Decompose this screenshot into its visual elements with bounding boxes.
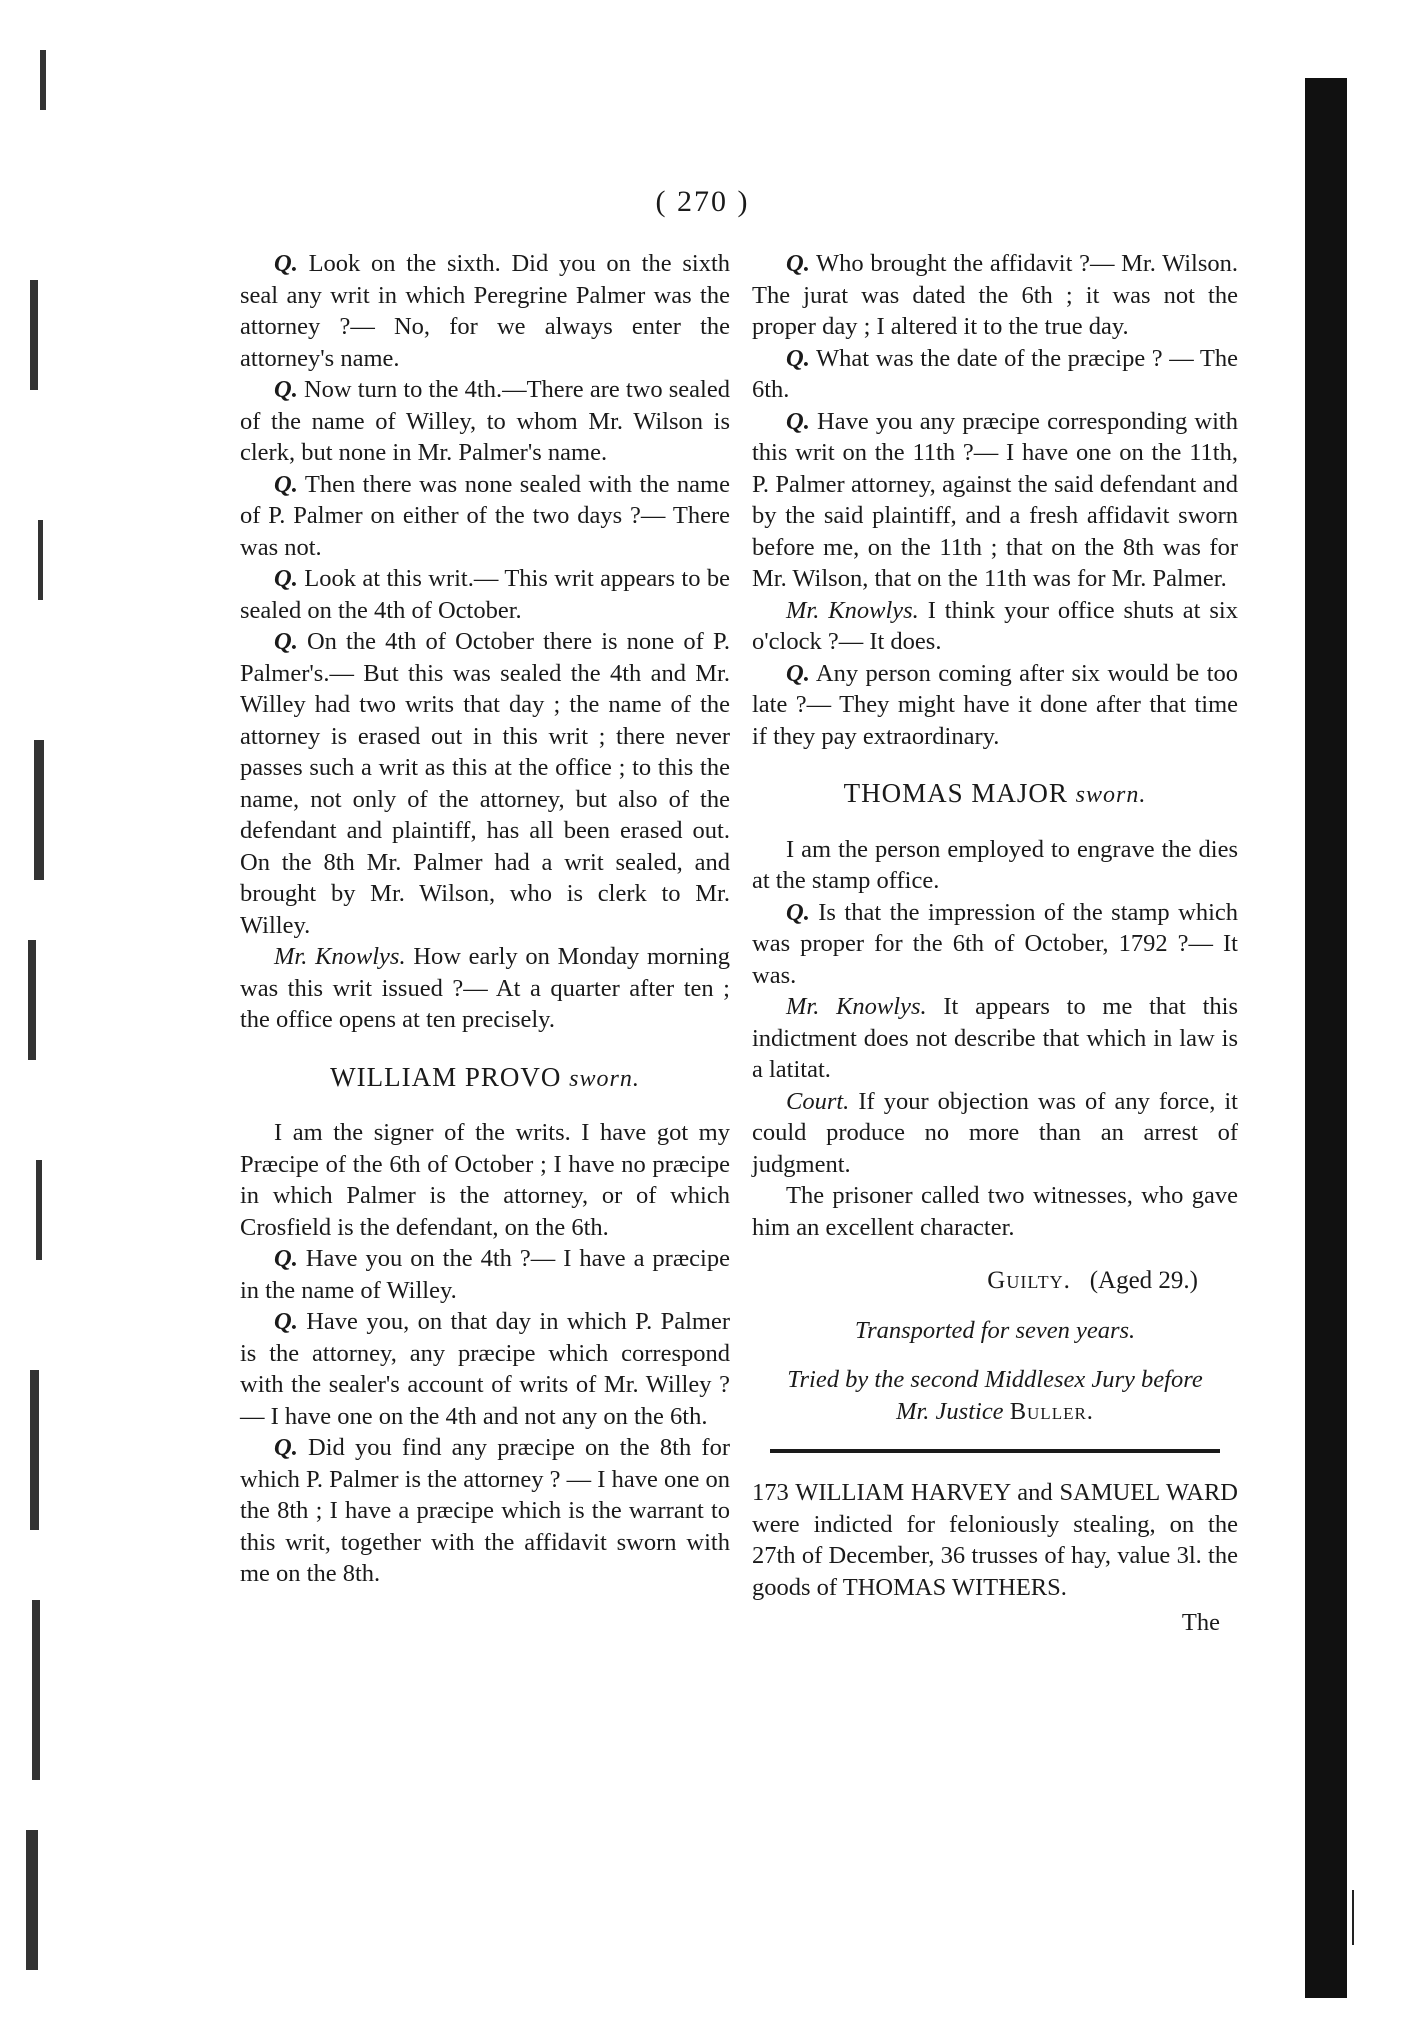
paragraph bbox=[752, 897, 1238, 992]
question-mark: Q. bbox=[786, 250, 810, 277]
paragraph-text: Now turn to the 4th.—There are two sealed of the name of Willey, to whom Mr. Wilson is clerk, but none in Mr. Palmer's name. bbox=[240, 376, 730, 466]
page-edge-mark bbox=[1352, 1890, 1354, 1945]
speaker-name: Mr. Knowlys. bbox=[786, 596, 919, 624]
question-mark: Q. bbox=[274, 1245, 298, 1272]
witness-heading bbox=[752, 778, 1238, 812]
page-number: ( 270 ) bbox=[655, 185, 750, 218]
paragraph bbox=[240, 563, 730, 626]
tried-line: Tried by the second Middlesex Jury before bbox=[787, 1366, 1203, 1393]
prisoner-age: (Aged 29.) bbox=[1089, 1267, 1198, 1294]
paragraph bbox=[240, 469, 730, 564]
paragraph-text: Is that the impression of the stamp which was proper for the 6th of October, 1792 ?— It was. bbox=[752, 898, 1238, 989]
paragraph-text: I think your office shuts at six o'clock ?— It does. bbox=[752, 596, 1238, 655]
paragraph-text: Have you on the 4th ?— I have a præcipe in the name of Willey. bbox=[240, 1245, 730, 1304]
paragraph-text: The prisoner called two witnesses, who gave him an excellent character. bbox=[752, 1182, 1238, 1241]
paragraph-text: How early on Monday morning was this writ issued ?— At a quarter after ten ; the office opens at ten precisely. bbox=[240, 943, 730, 1033]
paragraph bbox=[752, 1180, 1238, 1243]
paragraph-text: It appears to me that this indictment does not describe that which in law is a latitat. bbox=[752, 993, 1238, 1083]
paragraph bbox=[240, 1117, 730, 1243]
question-mark: Q. bbox=[786, 407, 810, 435]
case-paragraph bbox=[752, 1477, 1238, 1603]
sworn-label: sworn. bbox=[1075, 782, 1147, 808]
paragraph bbox=[752, 406, 1238, 595]
question-mark: Q. bbox=[274, 565, 298, 592]
speaker-name: Mr. Knowlys. bbox=[274, 943, 406, 970]
right-column bbox=[752, 248, 1238, 1639]
sworn-label: sworn. bbox=[569, 1065, 640, 1092]
question-mark: Q. bbox=[786, 659, 810, 687]
judge-line bbox=[752, 1396, 1238, 1428]
paragraph bbox=[752, 595, 1238, 658]
paragraph bbox=[240, 248, 730, 374]
question-mark: Q. bbox=[786, 898, 810, 926]
paragraph bbox=[240, 1432, 730, 1590]
speaker-name: Court. bbox=[786, 1087, 850, 1115]
paragraph bbox=[752, 834, 1238, 897]
section-divider bbox=[770, 1449, 1220, 1453]
witness-heading bbox=[240, 1062, 730, 1096]
paragraph-text: Have you, on that day in which P. Palmer is the attorney, any præcipe which correspond with the sealer's account of writs of Mr. Willey ?— I have one on the 4th and not any on the 6th. bbox=[240, 1308, 730, 1430]
paragraph-text: Have you any præcipe corresponding with this writ on the 11th ?— I have one on the 11th, P. Palmer attorney, against the said defendant and by the said plaintiff, and a fresh affidavit sworn before me, on the 11th ; that on the 8th was for Mr. Wilson, that on the 11th was for Mr. Palmer. bbox=[752, 407, 1238, 592]
paragraph-text: Any person coming after six would be too late ?— They might have it done after that time if they pay extraordinary. bbox=[752, 659, 1238, 750]
question-mark: Q. bbox=[274, 1434, 298, 1461]
sentence: Transported for seven years. bbox=[854, 1316, 1136, 1344]
case-number: 173 bbox=[752, 1479, 789, 1506]
paragraph bbox=[752, 991, 1238, 1086]
paragraph-text: I am the person employed to engrave the dies at the stamp office. bbox=[752, 835, 1238, 894]
book-spine-shadow bbox=[1305, 78, 1347, 1998]
paragraph bbox=[240, 374, 730, 469]
paragraph bbox=[752, 248, 1238, 343]
paragraph-text: What was the date of the præcipe ? — The 6th. bbox=[752, 344, 1238, 403]
paragraph-text: I am the signer of the writs. I have got my Præcipe of the 6th of October ; I have no præcipe in which Palmer is the attorney, or of which Crosfield is the defendant, on the 6th. bbox=[240, 1119, 730, 1241]
question-mark: Q. bbox=[274, 628, 298, 655]
case-text: WILLIAM HARVEY and SAMUEL WARD were indicted for feloniously stealing, on the 27th of December, 36 trusses of hay, value 3l. the goods of THOMAS WITHERS. bbox=[752, 1479, 1238, 1601]
paragraph-text: Look on the sixth. Did you on the sixth seal any writ in which Peregrine Palmer was the attorney ?— No, for we always enter the attorney's name. bbox=[240, 250, 730, 372]
paragraph-text: If your objection was of any force, it could produce no more than an arrest of judgment. bbox=[752, 1087, 1238, 1178]
paragraph bbox=[240, 1243, 730, 1306]
left-column bbox=[240, 248, 730, 1590]
paragraph-text: Then there was none sealed with the name of P. Palmer on either of the two days ?— There was not. bbox=[240, 470, 730, 561]
judge-name: Buller. bbox=[1009, 1397, 1094, 1425]
question-mark: Q. bbox=[274, 1308, 298, 1335]
question-mark: Q. bbox=[274, 250, 298, 277]
paragraph-text: Did you find any præcipe on the 8th for which P. Palmer is the attorney ? — I have one on the 8th ; I have a præcipe which is the warrant to this writ, together with the affidavit sworn with me on the 8th. bbox=[240, 1434, 730, 1587]
question-mark: Q. bbox=[274, 376, 298, 403]
witness-name: WILLIAM PROVO bbox=[330, 1061, 562, 1092]
paragraph bbox=[240, 626, 730, 941]
paragraph-text: Look at this writ.— This writ appears to be sealed on the 4th of October. bbox=[240, 565, 730, 624]
catchword: The bbox=[1181, 1609, 1220, 1636]
speaker-name: Mr. Knowlys. bbox=[786, 993, 927, 1020]
verdict-label: Guilty. bbox=[987, 1267, 1071, 1294]
witness-name: THOMAS MAJOR bbox=[843, 778, 1068, 808]
question-mark: Q. bbox=[274, 470, 298, 498]
paragraph bbox=[752, 343, 1238, 406]
paragraph bbox=[240, 941, 730, 1036]
paragraph bbox=[240, 1306, 730, 1432]
paragraph bbox=[752, 658, 1238, 753]
gutter-edge bbox=[0, 40, 70, 1980]
paragraph-text: Who brought the affidavit ?— Mr. Wilson. The jurat was dated the 6th ; it was not the proper day ; I altered it to the true day. bbox=[752, 250, 1238, 340]
verdict-line bbox=[752, 1265, 1198, 1297]
question-mark: Q. bbox=[786, 344, 810, 372]
paragraph bbox=[752, 1086, 1238, 1181]
paragraph-text: On the 4th of October there is none of P. Palmer's.— But this was sealed the 4th and Mr. Willey had two writs that day ; the name of the attorney is erased out in this writ ; there never passes such a writ as this at the office ; to this the name, not only of the attorney, but also of the defendant and plaintiff, has all been erased out. On the 8th Mr. Palmer had a writ sealed, and brought by Mr. Wilson, who is clerk to Mr. Willey. bbox=[240, 628, 730, 939]
judge-prefix: Mr. Justice bbox=[896, 1397, 1010, 1425]
